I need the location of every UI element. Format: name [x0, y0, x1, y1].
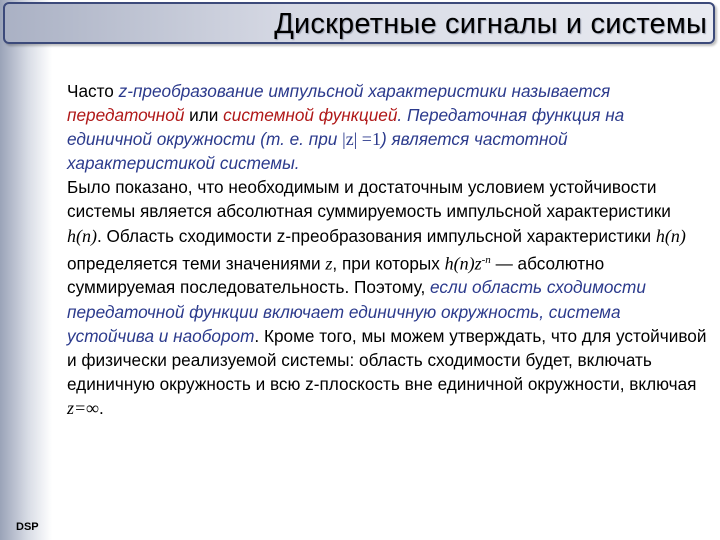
paragraph-2 [67, 175, 707, 420]
text-run: или [184, 105, 224, 126]
text-run-italic: . Передаточная функция на единичной окружности (т. е. при [67, 105, 625, 150]
text-run: определяется теми значениями [67, 253, 326, 274]
math-exponent: -n [481, 253, 491, 266]
math-z: z [325, 253, 333, 274]
text-run: Часто [67, 81, 119, 101]
paragraph-1 [67, 79, 707, 175]
slide-title: Дискретные сигналы и системы [274, 8, 707, 40]
text-run: . [98, 397, 104, 418]
math-hn: h(n) [67, 225, 97, 246]
footer-label: DSP [16, 521, 39, 533]
text-run: , при которых [332, 253, 445, 274]
slide-body [67, 79, 707, 420]
title-bar [3, 2, 715, 44]
text-run-italic: z [118, 81, 128, 101]
term-transfer: передаточной [67, 105, 185, 126]
stability-statement: если область сходимости передаточной функции включает единичную окружность, система устойчива и наоборот [67, 277, 646, 346]
left-gradient-bar [0, 0, 52, 540]
text-run: Было показано, что необходимым и достаточным условием устойчивости системы является абсолютная суммируемость импульсной характеристики [67, 177, 671, 222]
term-system-function: системной функцией [223, 105, 398, 126]
math-abs-z: |z| =1 [342, 129, 381, 150]
text-run: — абсолютно суммируемая последовательность. Поэтому, [67, 253, 605, 298]
text-run: . Область сходимости z-преобразования импульсной характеристики [97, 225, 656, 246]
math-z-infinity: z=∞ [67, 397, 99, 418]
math-hn: h(n) [655, 225, 686, 246]
math-hnz: h(n)z [444, 253, 482, 274]
text-run: . Кроме того, мы можем утверждать, что для устойчивой и физически реализуемой системы: область сходимости будет, включать единичную окружность и всю z-плоскость вне единичной окружности, включая [67, 325, 707, 394]
text-run-italic: ) является частотной характеристикой системы. [67, 129, 568, 174]
text-run-italic: -преобразование импульсной характеристики называется [127, 81, 611, 101]
